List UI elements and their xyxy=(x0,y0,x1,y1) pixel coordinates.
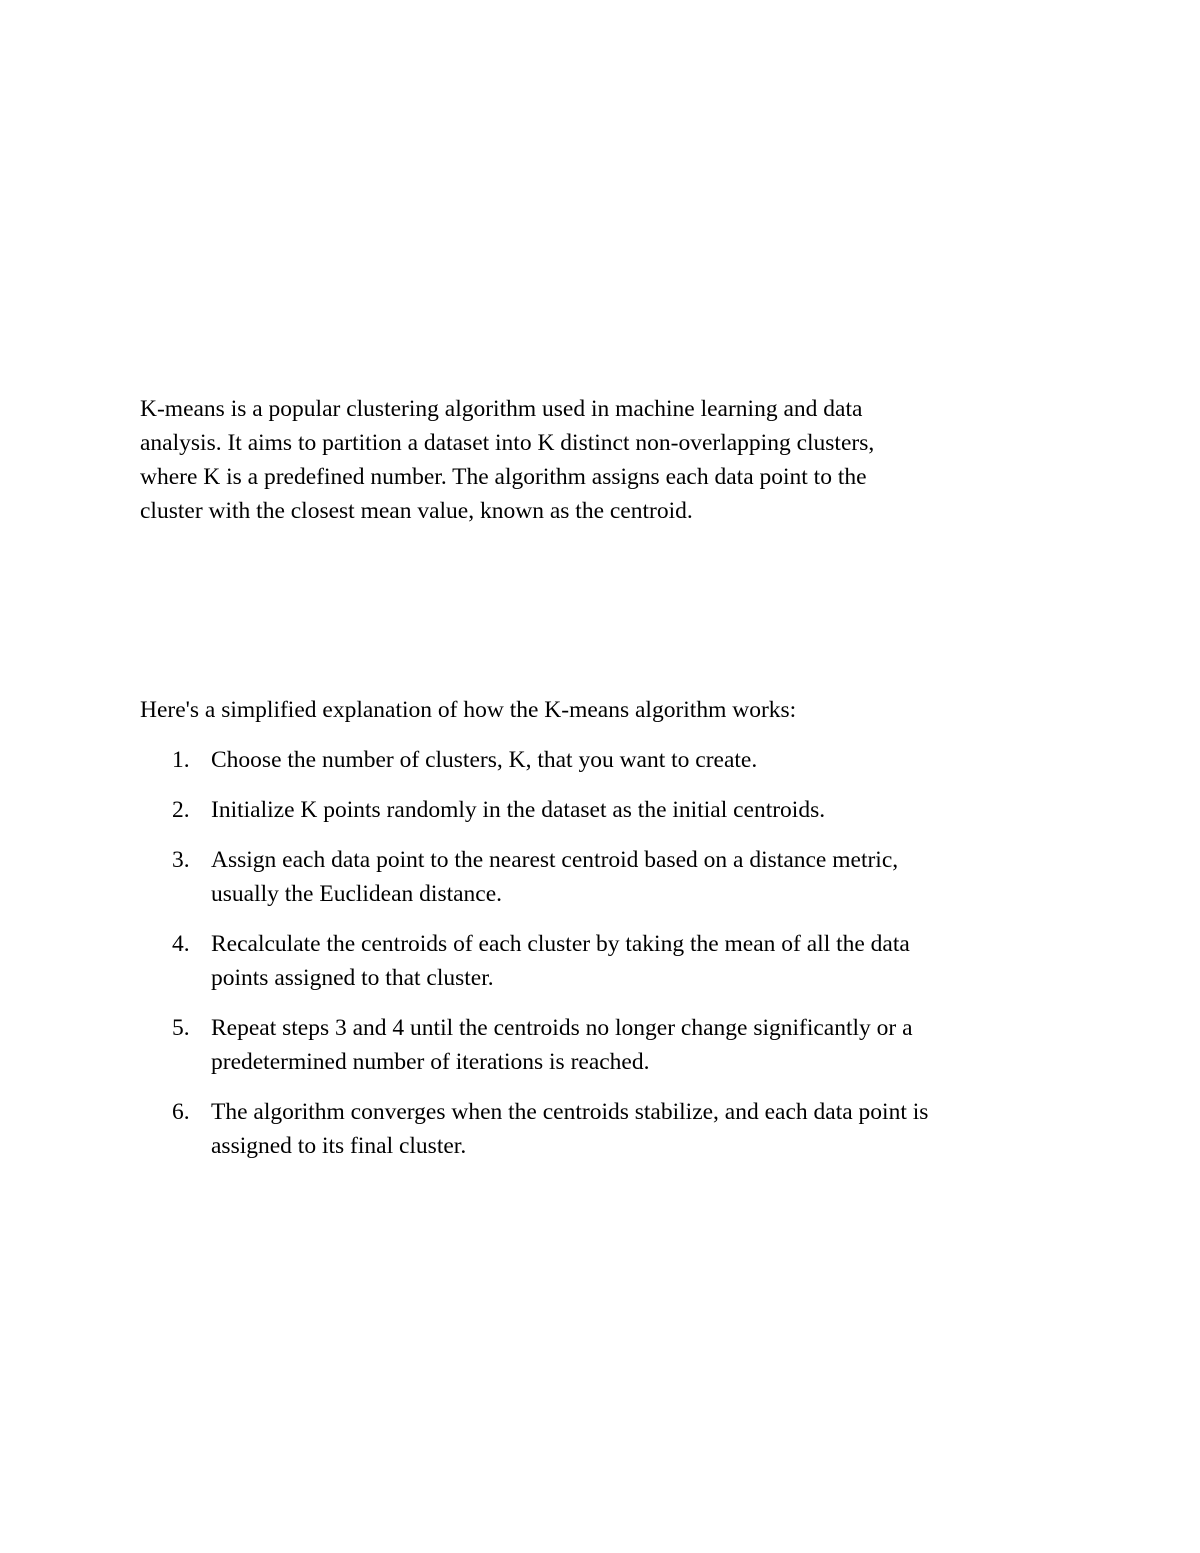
intro-line: K-means is a popular clustering algorithm used in machine learning and data xyxy=(140,396,863,422)
step-text: Choose the number of clusters, K, that you want to create. xyxy=(211,747,758,773)
list-item xyxy=(140,1011,1100,1079)
step-text: Initialize K points randomly in the dataset as the initial centroids. xyxy=(211,797,826,823)
step-number: 1. xyxy=(172,747,190,773)
intro-line: where K is a predefined number. The algorithm assigns each data point to the xyxy=(140,464,867,490)
intro-paragraph xyxy=(140,392,1040,528)
list-item xyxy=(140,927,1100,995)
step-text: assigned to its final cluster. xyxy=(211,1133,467,1159)
step-text: Recalculate the centroids of each cluster by taking the mean of all the data xyxy=(211,931,910,957)
list-item xyxy=(140,743,1100,777)
step-number: 2. xyxy=(172,797,190,823)
step-text: usually the Euclidean distance. xyxy=(211,881,503,907)
list-item xyxy=(140,1095,1100,1163)
step-text: predetermined number of iterations is reached. xyxy=(211,1049,650,1075)
step-text: Assign each data point to the nearest centroid based on a distance metric, xyxy=(211,847,899,873)
intro-line: analysis. It aims to partition a dataset into K distinct non-overlapping clusters, xyxy=(140,430,875,456)
intro-line: cluster with the closest mean value, known as the centroid. xyxy=(140,498,693,524)
step-number: 3. xyxy=(172,847,190,873)
steps-intro-paragraph: Here's a simplified explanation of how the K-means algorithm works: xyxy=(140,697,797,723)
step-number: 5. xyxy=(172,1015,190,1041)
step-text: Repeat steps 3 and 4 until the centroids no longer change significantly or a xyxy=(211,1015,913,1041)
list-item xyxy=(140,793,1100,827)
step-number: 6. xyxy=(172,1099,190,1125)
step-number: 4. xyxy=(172,931,190,957)
step-text: The algorithm converges when the centroids stabilize, and each data point is xyxy=(211,1099,929,1125)
list-item xyxy=(140,843,1100,911)
steps-list xyxy=(140,743,1100,1179)
step-text: points assigned to that cluster. xyxy=(211,965,494,991)
